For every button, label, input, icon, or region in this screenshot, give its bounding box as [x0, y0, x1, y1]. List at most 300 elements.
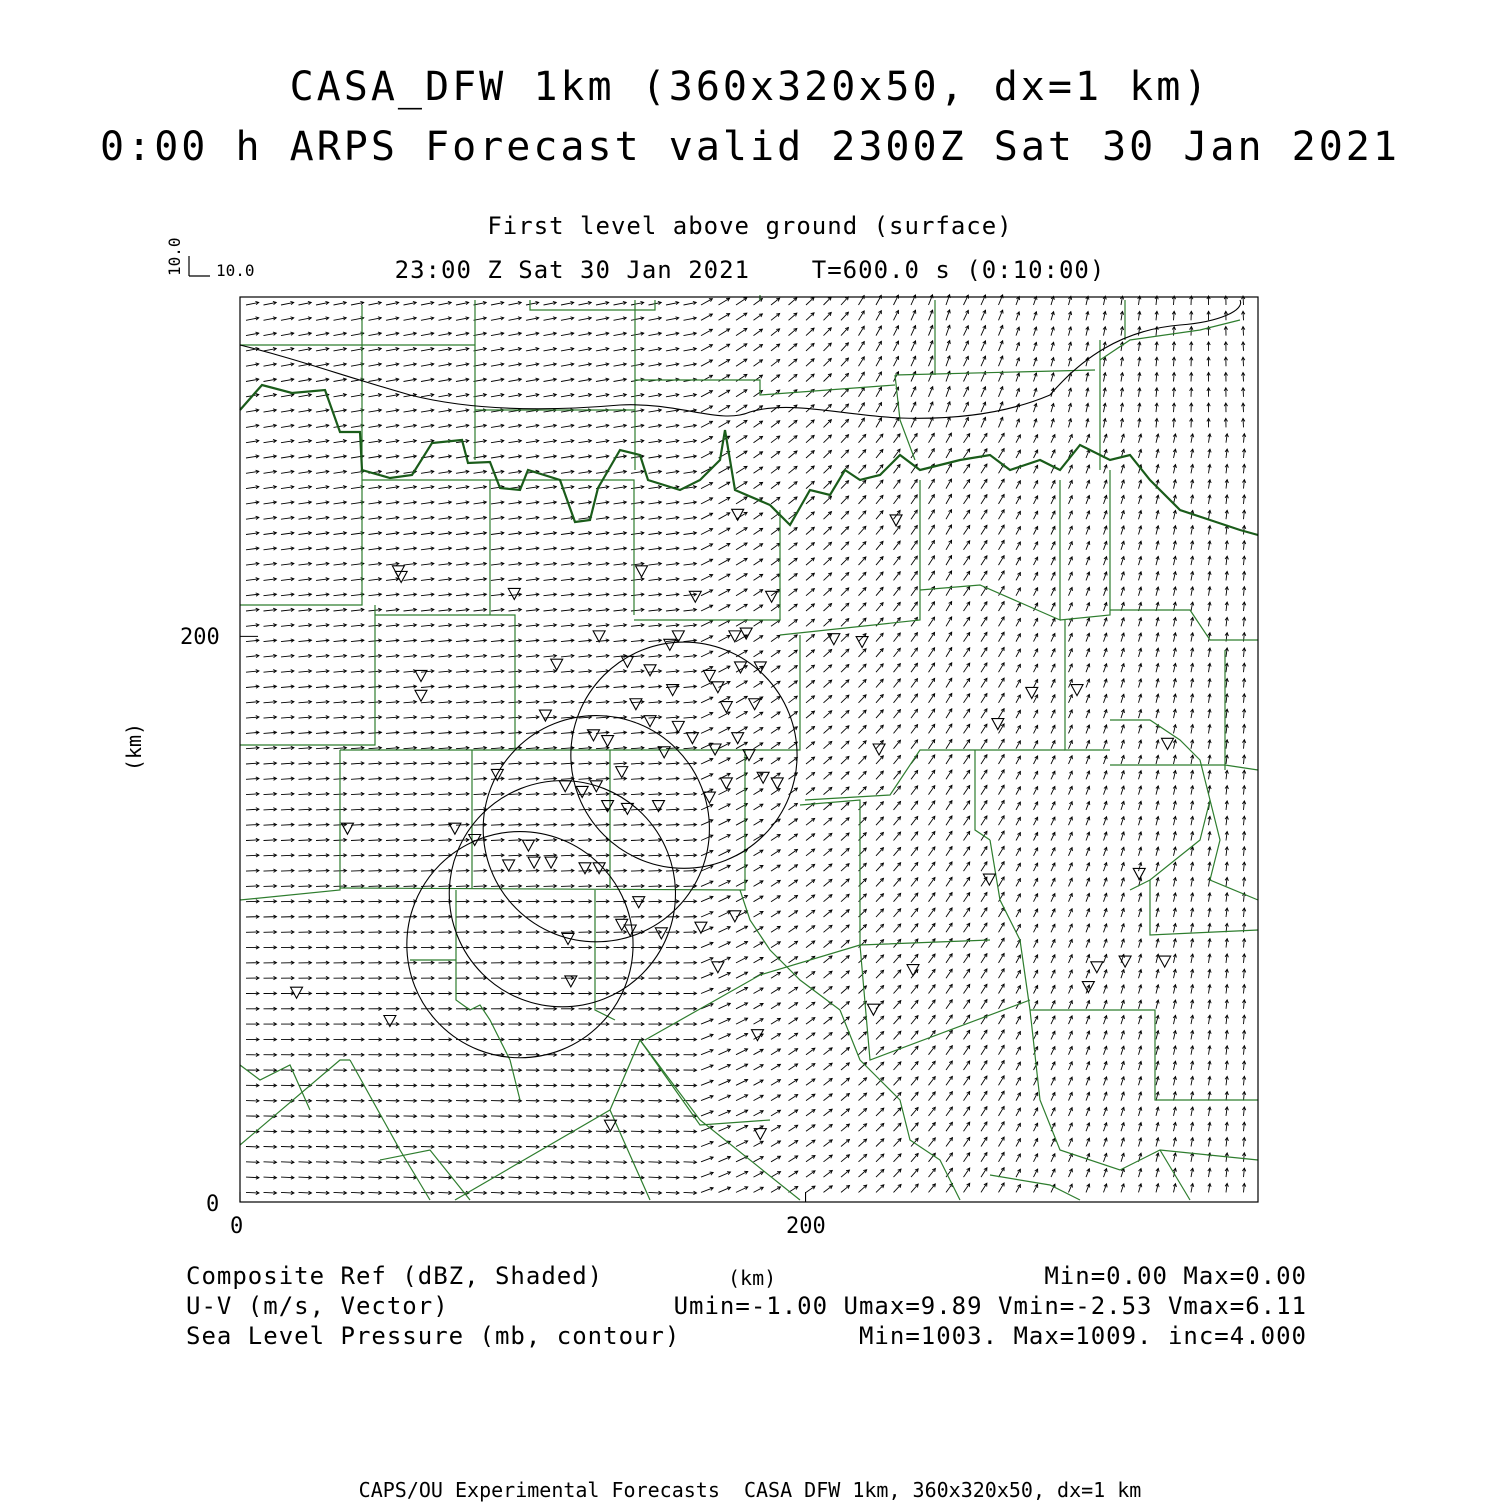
wind-vector — [1156, 1077, 1159, 1086]
wind-vector — [561, 532, 574, 535]
wind-vector — [544, 685, 557, 688]
wind-vector — [789, 604, 798, 611]
wind-vector — [701, 912, 713, 917]
wind-vector — [421, 930, 434, 933]
wind-vector — [1173, 633, 1176, 642]
wind-vector — [456, 1068, 469, 1071]
wind-vector — [946, 709, 952, 718]
wind-vector — [631, 1084, 644, 1087]
wind-vector — [1139, 556, 1142, 565]
wind-vector — [859, 618, 866, 626]
wind-vector — [1173, 587, 1176, 596]
wind-vector — [561, 593, 574, 596]
wind-vector — [1051, 894, 1055, 902]
wind-vector — [999, 1045, 1005, 1054]
wind-vector — [561, 378, 574, 381]
wind-vector — [736, 528, 747, 535]
wind-vector — [299, 378, 312, 381]
wind-vector — [754, 574, 763, 580]
wind-vector — [719, 329, 730, 336]
wind-vector — [474, 532, 487, 535]
wind-vector — [439, 930, 452, 933]
wind-vector — [859, 511, 866, 519]
wind-vector — [1139, 480, 1142, 489]
wind-vector — [1051, 327, 1054, 336]
wind-vector — [806, 1186, 815, 1192]
wind-vector — [404, 409, 417, 412]
wind-vector — [1104, 832, 1108, 840]
wind-vector — [246, 608, 259, 611]
wind-vector — [491, 792, 504, 795]
wind-vector — [1103, 342, 1106, 351]
wind-vector — [1069, 434, 1073, 442]
wind-vector — [1242, 464, 1245, 473]
wind-vector — [281, 1007, 294, 1010]
wind-vector — [824, 726, 832, 733]
wind-vector — [1156, 1138, 1159, 1147]
wind-vector — [929, 417, 934, 427]
wind-vector — [1190, 985, 1193, 994]
wind-vector — [596, 762, 609, 765]
wind-vector — [824, 450, 832, 458]
wind-vector — [1208, 663, 1211, 672]
wind-vector — [316, 777, 329, 780]
wind-vector — [299, 1191, 312, 1194]
wind-vector — [684, 685, 697, 688]
wind-vector — [876, 449, 883, 458]
wind-vector — [701, 758, 713, 764]
station-marker — [522, 840, 534, 851]
wind-vector — [841, 542, 849, 550]
wind-vector — [1190, 572, 1193, 581]
wind-vector — [614, 700, 627, 703]
wind-vector — [841, 894, 849, 901]
wind-vector — [579, 317, 592, 321]
wind-vector — [439, 639, 452, 642]
wind-vector — [649, 485, 662, 488]
wind-vector — [439, 532, 452, 535]
wind-vector — [1173, 771, 1176, 780]
wind-vector — [404, 700, 417, 703]
wind-vector — [981, 969, 987, 978]
wind-vector — [789, 727, 798, 734]
wind-vector — [1139, 954, 1142, 963]
wind-vector-field — [246, 295, 1246, 1195]
wind-vector — [369, 562, 382, 565]
wind-vector — [1051, 924, 1055, 932]
wind-vector — [1242, 311, 1245, 320]
wind-vector — [719, 972, 731, 978]
wind-vector — [456, 976, 469, 979]
wind-vector — [614, 1022, 627, 1025]
wind-vector — [1104, 648, 1108, 656]
wind-vector — [736, 1141, 748, 1147]
wind-vector — [246, 992, 259, 995]
wind-vector — [1034, 557, 1038, 565]
wind-vector — [1051, 1001, 1055, 1009]
wind-vector — [1156, 587, 1159, 596]
wind-vector — [911, 663, 917, 672]
wind-vector — [946, 877, 952, 886]
wind-vector — [666, 501, 679, 504]
wind-vector — [421, 363, 434, 366]
wind-vector — [596, 792, 609, 795]
wind-vector — [1139, 541, 1142, 550]
wind-vector — [526, 654, 539, 657]
wind-vector — [544, 424, 557, 427]
wind-vector — [649, 1068, 662, 1071]
wind-vector — [841, 1093, 849, 1100]
wind-vector — [946, 540, 952, 550]
wind-vector — [264, 1161, 277, 1164]
wind-vector — [316, 332, 329, 336]
wind-vector — [421, 716, 434, 719]
wind-vector — [806, 466, 814, 473]
wind-vector — [439, 992, 452, 995]
wind-vector — [1242, 1153, 1245, 1162]
wind-vector — [981, 678, 987, 687]
wind-vector — [1034, 649, 1038, 657]
wind-vector — [1016, 787, 1020, 795]
wind-vector — [334, 1099, 347, 1102]
wind-vector — [526, 946, 539, 949]
wind-vector — [754, 452, 763, 458]
wind-vector — [824, 604, 832, 611]
wind-vector — [421, 1114, 434, 1117]
wind-vector — [386, 301, 399, 305]
wind-vector — [1190, 403, 1193, 412]
station-marker — [565, 976, 577, 987]
wind-vector — [614, 439, 627, 442]
wind-vector — [561, 762, 574, 765]
wind-vector — [999, 1030, 1005, 1039]
wind-vector — [1121, 679, 1124, 688]
wind-vector — [369, 823, 382, 826]
wind-vector — [1051, 296, 1054, 305]
wind-vector — [1139, 511, 1142, 520]
wind-vector — [1069, 633, 1073, 641]
wind-vector — [1104, 633, 1108, 641]
wind-vector — [684, 869, 697, 872]
x-tick-label-200: 200 — [786, 1214, 826, 1239]
wind-vector — [1016, 1077, 1020, 1085]
wind-vector — [561, 854, 574, 857]
wind-vector — [281, 378, 294, 381]
wind-vector — [246, 946, 259, 949]
wind-vector — [1034, 679, 1038, 687]
wind-vector — [841, 1124, 849, 1131]
wind-vector — [1086, 572, 1090, 580]
wind-vector — [701, 774, 713, 780]
wind-vector — [299, 961, 312, 964]
wind-vector — [1242, 587, 1245, 596]
wind-vector — [841, 1078, 849, 1085]
wind-vector — [1208, 587, 1211, 596]
wind-vector — [561, 915, 574, 918]
wind-vector — [1103, 388, 1106, 397]
wind-vector — [1156, 1107, 1159, 1116]
station-marker — [867, 1004, 879, 1015]
wind-vector — [1173, 694, 1176, 703]
wind-vector — [981, 663, 987, 672]
wind-vector — [911, 326, 916, 336]
wind-vector — [1225, 908, 1228, 917]
wind-vector — [666, 961, 679, 964]
wind-vector — [824, 588, 832, 595]
wind-vector — [369, 1145, 382, 1148]
wind-vector — [421, 1191, 434, 1194]
wind-vector — [1242, 939, 1245, 948]
wind-vector — [876, 311, 881, 321]
wind-vector — [841, 527, 849, 535]
wind-vector — [561, 731, 574, 734]
wind-vector — [439, 608, 452, 611]
wind-vector — [946, 602, 952, 611]
wind-vector — [999, 1061, 1005, 1070]
wind-vector — [1086, 1153, 1090, 1161]
wind-vector — [754, 299, 763, 305]
wind-vector — [579, 976, 592, 979]
wind-vector — [1156, 694, 1159, 703]
station-marker — [703, 670, 715, 681]
wind-vector — [876, 924, 884, 932]
wind-vector — [351, 792, 364, 795]
wind-vector — [561, 670, 574, 673]
wind-vector — [614, 746, 627, 749]
wind-vector — [299, 1130, 312, 1133]
wind-vector — [596, 332, 609, 336]
wind-vector — [1034, 1138, 1038, 1146]
wind-vector — [351, 1176, 364, 1179]
wind-vector — [999, 785, 1005, 794]
wind-vector — [316, 455, 329, 458]
wind-vector — [684, 424, 697, 427]
station-marker — [539, 710, 551, 721]
wind-vector — [386, 424, 399, 427]
wind-vector — [824, 1109, 833, 1116]
wind-vector — [369, 393, 382, 396]
wind-vector — [281, 762, 294, 765]
station-marker — [1159, 956, 1171, 967]
wind-vector — [421, 578, 434, 581]
wind-vector — [1173, 1031, 1176, 1040]
wind-vector — [561, 301, 574, 305]
wind-vector — [439, 393, 452, 396]
wind-vector — [1190, 1076, 1193, 1085]
wind-vector — [614, 532, 627, 535]
wind-vector — [666, 608, 679, 611]
wind-vector — [1016, 373, 1020, 381]
wind-vector — [404, 854, 417, 857]
wind-vector — [789, 650, 798, 657]
wind-vector — [526, 593, 539, 596]
wind-vector — [404, 378, 417, 381]
wind-vector — [509, 532, 522, 535]
wind-vector — [491, 1099, 504, 1102]
wind-vector — [1016, 588, 1020, 596]
wind-vector — [386, 332, 399, 336]
wind-vector — [859, 634, 866, 642]
wind-vector — [946, 1184, 953, 1193]
wind-vector — [614, 1038, 627, 1041]
wind-vector — [1224, 342, 1227, 351]
wind-vector — [596, 363, 609, 366]
wind-vector — [614, 470, 627, 473]
wind-vector — [1225, 877, 1228, 886]
wind-vector — [649, 1145, 662, 1148]
wind-vector — [824, 787, 832, 794]
wind-vector — [491, 317, 504, 321]
wind-vector — [649, 562, 662, 565]
wind-vector — [719, 498, 730, 504]
wind-vector — [1016, 848, 1020, 856]
wind-vector — [946, 755, 952, 764]
wind-vector — [1086, 939, 1090, 947]
wind-vector — [421, 685, 434, 688]
wind-vector — [1242, 388, 1245, 397]
wind-vector — [369, 900, 382, 903]
wind-vector — [369, 762, 382, 765]
wind-vector — [526, 1130, 539, 1133]
wind-vector — [649, 470, 662, 473]
wind-vector — [299, 593, 312, 596]
wind-vector — [544, 884, 557, 887]
wind-vector — [1034, 940, 1038, 948]
wind-vector — [1104, 786, 1108, 794]
wind-vector — [421, 624, 434, 627]
wind-vector — [474, 654, 487, 657]
wind-vector — [964, 923, 970, 932]
wind-vector — [806, 711, 815, 718]
wind-vector — [1121, 1000, 1124, 1009]
wind-vector — [1086, 496, 1090, 504]
wind-vector — [316, 976, 329, 979]
wind-vector — [1242, 1000, 1245, 1009]
wind-vector — [999, 602, 1005, 611]
wind-vector — [404, 562, 417, 565]
wind-vector — [1242, 954, 1245, 963]
wind-vector — [719, 865, 731, 871]
wind-vector — [841, 680, 849, 688]
wind-vector — [369, 363, 382, 366]
wind-vector — [964, 510, 970, 519]
wind-vector — [666, 470, 679, 473]
station-marker — [672, 721, 684, 732]
wind-vector — [894, 710, 901, 719]
wind-vector — [964, 1076, 970, 1085]
wind-vector — [701, 958, 713, 963]
wind-vector — [859, 311, 865, 320]
wind-vector — [369, 777, 382, 780]
wind-vector — [404, 532, 417, 535]
wind-vector — [1016, 1062, 1020, 1070]
wind-vector — [1155, 403, 1158, 412]
wind-vector — [929, 356, 934, 366]
wind-vector — [631, 1176, 644, 1179]
wind-vector — [911, 571, 917, 580]
wind-vector — [701, 498, 713, 504]
wind-vector — [894, 1108, 901, 1116]
wind-vector — [299, 700, 312, 703]
wind-vector — [404, 301, 417, 305]
wind-vector — [964, 1061, 970, 1070]
wind-vector — [1156, 1046, 1159, 1055]
wind-vector — [544, 915, 557, 918]
wind-vector — [1225, 1030, 1228, 1039]
wind-vector — [1156, 1061, 1159, 1070]
wind-vector — [1104, 495, 1108, 503]
axis-tick-marks — [240, 636, 806, 1202]
wind-vector — [1173, 908, 1176, 917]
wind-vector — [439, 792, 452, 795]
wind-vector — [999, 525, 1005, 534]
wind-vector — [824, 757, 832, 764]
wind-vector — [1016, 863, 1020, 871]
wind-vector — [964, 786, 970, 795]
wind-vector — [246, 685, 259, 688]
wind-vector — [474, 930, 487, 933]
wind-vector — [1121, 557, 1124, 566]
wind-vector — [824, 420, 832, 428]
wind-vector — [246, 1007, 259, 1010]
wind-vector — [789, 328, 797, 335]
wind-vector — [859, 403, 865, 412]
wind-vector — [1139, 664, 1142, 673]
wind-vector — [579, 746, 592, 749]
wind-vector — [736, 359, 747, 366]
wind-vector — [246, 654, 259, 657]
wind-vector — [736, 482, 747, 489]
wind-vector — [509, 930, 522, 933]
wind-vector — [369, 1084, 382, 1087]
wind-vector — [754, 1003, 764, 1008]
wind-vector — [649, 1007, 662, 1010]
wind-vector — [421, 976, 434, 979]
wind-vector — [736, 834, 747, 840]
wind-vector — [579, 501, 592, 504]
wind-vector — [964, 418, 969, 428]
wind-vector — [649, 884, 662, 887]
wind-vector — [1051, 480, 1055, 488]
wind-vector — [526, 532, 539, 535]
wind-vector — [1120, 419, 1123, 428]
wind-vector — [421, 992, 434, 995]
wind-vector — [334, 670, 347, 673]
wind-vector — [736, 1125, 748, 1131]
wind-vector — [1172, 403, 1175, 412]
wind-vector — [859, 480, 866, 488]
wind-vector — [1104, 1184, 1108, 1192]
wind-vector — [1016, 817, 1020, 825]
wind-vector — [1051, 1138, 1055, 1146]
wind-vector — [1242, 709, 1245, 718]
wind-vector — [806, 681, 814, 688]
wind-vector — [754, 850, 763, 856]
wind-vector — [316, 1114, 329, 1117]
wind-vector — [579, 363, 592, 366]
wind-vector — [1139, 771, 1142, 780]
wind-vector — [719, 1049, 731, 1055]
wind-vector — [859, 725, 867, 733]
wind-vector — [334, 946, 347, 949]
wind-vector — [1120, 373, 1123, 382]
wind-vector — [1225, 786, 1228, 795]
wind-vector — [1121, 526, 1124, 535]
wind-vector — [719, 543, 730, 549]
wind-vector — [894, 356, 899, 366]
wind-vector — [1156, 556, 1159, 565]
wind-vector — [841, 327, 848, 335]
